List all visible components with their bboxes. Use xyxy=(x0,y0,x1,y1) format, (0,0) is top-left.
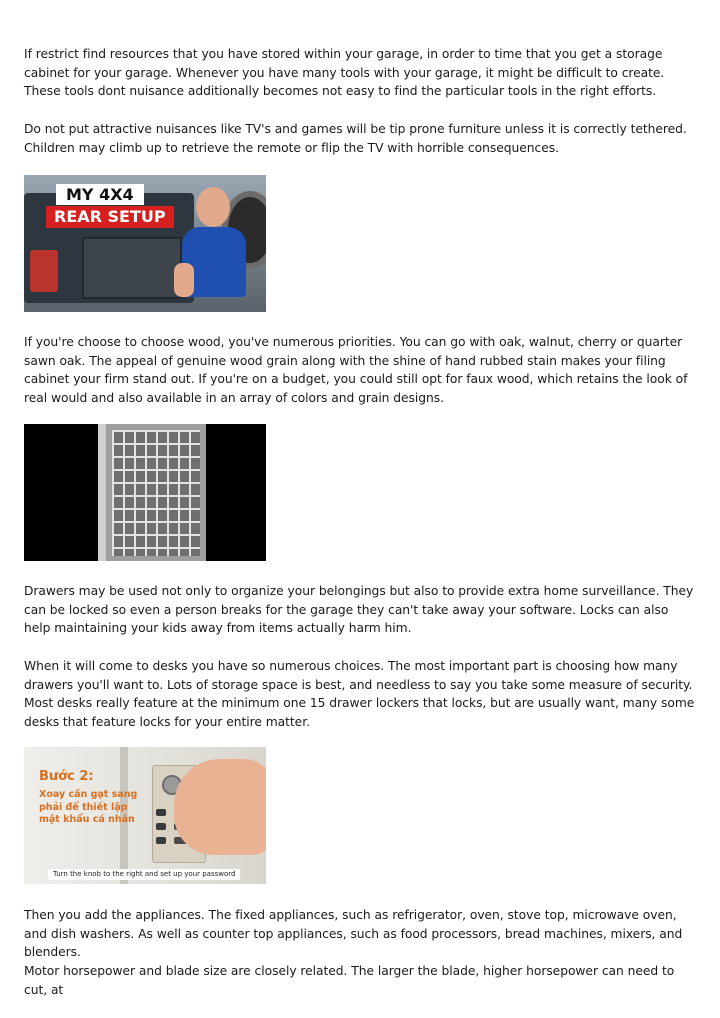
lock-button xyxy=(156,823,166,830)
keypad-lock-image xyxy=(24,747,266,884)
paragraph-6: Then you add the appliances. The fixed appliances, such as refrigerator, oven, stove top, microwave oven, and dish washers. As well as counter top appliances, such as food processors, bread machines, mixers, and blenders. xyxy=(24,908,683,960)
lock-button xyxy=(156,837,166,844)
drawer-system xyxy=(82,237,182,299)
paragraph-4: Drawers may be used not only to organize your belongings but also to provide extra home surveillance. They can be locked so even a person breaks for the garage they can't take away your software. Locks can also help maintaining your kids away from items actually harm him. xyxy=(24,584,694,636)
paragraph-5: When it will come to desks you have so numerous choices. The most important part is choosing how many drawers you'll want to. Lots of storage space is best, and needless to say you take some measure of security. Most desks really feature at the minimum one 15 drawer lockers that locks, but are usually want, many some desks that feature locks for your entire matter. xyxy=(24,659,695,729)
tail-light xyxy=(30,250,58,292)
paragraph-7: Motor horsepower and blade size are closely related. The larger the blade, higher horsepower can need to cut, at xyxy=(24,964,675,997)
image-caption: Turn the knob to the right and set up your password xyxy=(48,869,240,880)
hand xyxy=(174,759,266,855)
person-arm xyxy=(174,263,194,297)
lock-button xyxy=(156,809,166,816)
rear-setup-image xyxy=(24,175,266,312)
paragraph-3: If you're choose to choose wood, you've numerous priorities. You can go with oak, walnut, cherry or quarter sawn oak. The appeal of genuine wood grain along with the shine of hand rubbed stain makes your filing cabinet your firm stand out. If you're on a budget, you could still opt for faux wood, which retains the look of real would and also available in an array of colors and grain designs. xyxy=(24,335,688,405)
pigeonhole-cabinet-image xyxy=(24,424,266,561)
step-label: Bước 2: xyxy=(39,769,94,784)
cabinet-cubbies xyxy=(112,430,200,556)
overlay-title-line2: REAR SETUP xyxy=(46,206,174,228)
paragraph-1: If restrict find resources that you have stored within your garage, in order to time that you get a storage cabinet for your garage. Whenever you have many tools with your garage, it might be difficult to create. These tools dont nuisance additionally becomes not easy to find the particular tools in the right efforts. xyxy=(24,47,665,99)
person-head xyxy=(196,187,230,227)
overlay-title-line1: MY 4X4 xyxy=(56,184,144,205)
paragraph-2: Do not put attractive nuisances like TV's and games will be tip prone furniture unless it is correctly tethered. Children may climb up to retrieve the remote or flip the TV with horrible consequences. xyxy=(24,122,687,155)
step-instruction: Xoay cần gạt sang phải để thiết lập mật khẩu cá nhân xyxy=(39,789,138,826)
